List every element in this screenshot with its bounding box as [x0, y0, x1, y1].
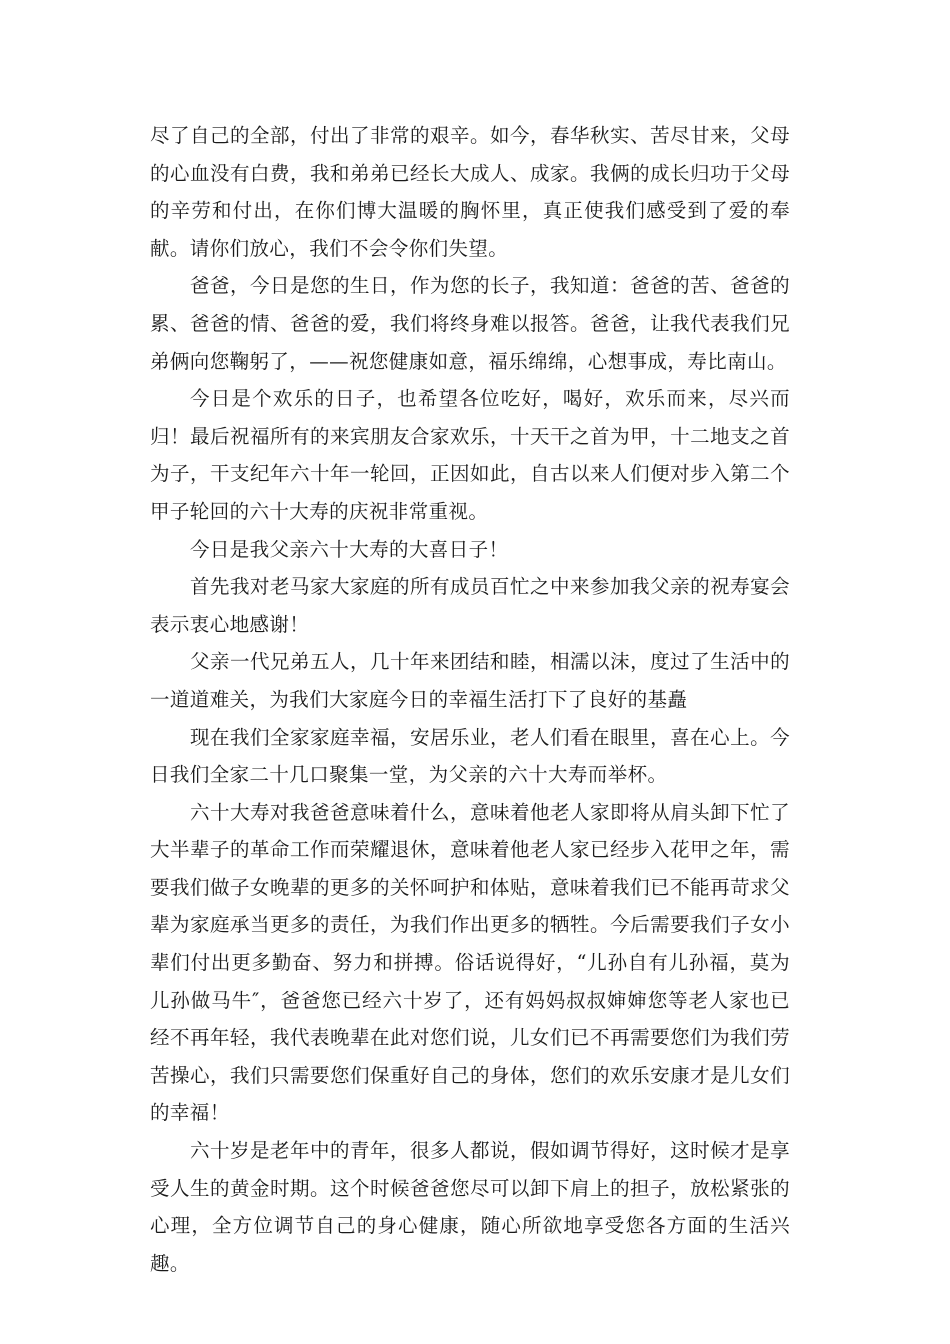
paragraph: 父亲一代兄弟五人，几十年来团结和睦，相濡以沫，度过了生活中的一道道难关，为我们大家庭今日的幸福生活打下了良好的基矗 [150, 650, 790, 711]
paragraph: 爸爸，今日是您的生日，作为您的长子，我知道：爸爸的苦、爸爸的累、爸爸的情、爸爸的爱，我们将终身难以报答。爸爸，让我代表我们兄弟俩向您鞠躬了，——祝您健康如意，福乐绵绵，心想事成，寿比南山。 [150, 274, 790, 373]
document-body [150, 117, 790, 1282]
paragraph: 今日是我父亲六十大寿的大喜日子！ [190, 537, 509, 561]
paragraph: 今日是个欢乐的日子，也希望各位吃好，喝好，欢乐而来，尽兴而归！最后祝福所有的来宾朋友合家欢乐，十天干之首为甲，十二地支之首为子，干支纪年六十年一轮回，正因如此，自古以来人们便对步入第二个甲子轮回的六十大寿的庆祝非常重视。 [150, 387, 790, 523]
paragraph: 现在我们全家家庭幸福，安居乐业，老人们看在眼里，喜在心上。今日我们全家二十几口聚集一堂，为父亲的六十大寿而举杯。 [150, 725, 790, 787]
paragraph: 首先我对老马家大家庭的所有成员百忙之中来参加我父亲的祝寿宴会表示衷心地感谢！ [150, 575, 790, 636]
paragraph-continued: 尽了自己的全部，付出了非常的艰辛。如今，春华秋实、苦尽甘来，父母的心血没有白费，我和弟弟已经长大成人、成家。我俩的成长归功于父母的辛劳和付出，在你们博大温暖的胸怀里，真正使我们感受到了爱的奉献。请你们放心，我们不会令你们失望。 [150, 124, 790, 260]
paragraph: 六十大寿对我爸爸意味着什么，意味着他老人家即将从肩头卸下忙了大半辈子的革命工作而荣耀退休，意味着他老人家已经步入花甲之年，需要我们做子女晚辈的更多的关怀呵护和体贴，意味着我们已不能再苛求父辈为家庭承当更多的责任，为我们作出更多的牺牲。今后需要我们子女小辈们付出更多勤奋、努力和拼搏。俗话说得好，“儿孙自有儿孙福，莫为儿孙做马牛″，爸爸您已经六十岁了，还有妈妈叔叔婶婶您等老人家也已经不再年轻，我代表晚辈在此对您们说，儿女们已不再需要您们为我们劳苦操心，我们只需要您们保重好自己的身体，您们的欢乐安康才是儿女们的幸福！ [150, 800, 790, 1125]
paragraph: 六十岁是老年中的青年，很多人都说，假如调节得好，这时候才是享受人生的黄金时期。这个时候爸爸您尽可以卸下肩上的担子，放松紧张的心理，全方位调节自己的身心健康，随心所欲地享受您各方面的生活兴趣。 [150, 1139, 790, 1275]
